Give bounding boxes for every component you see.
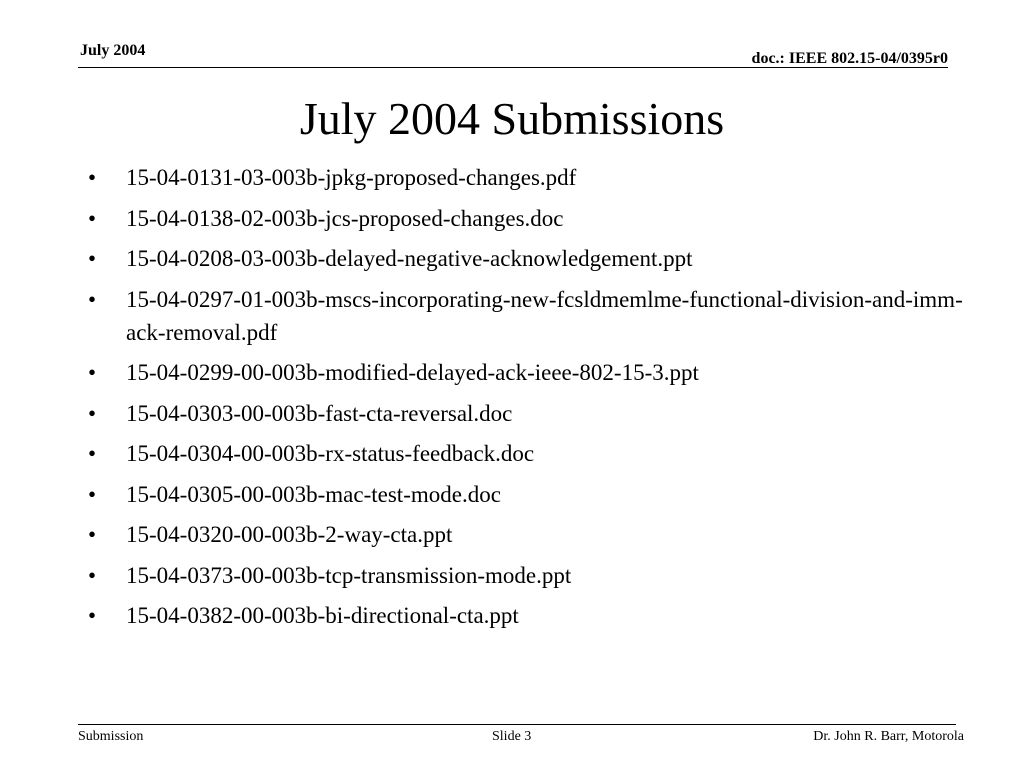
- list-item: [0, 356, 1024, 389]
- bullet-icon: •: [88, 481, 97, 507]
- list-item-text: 15-04-0303-00-003b-fast-cta-reversal.doc: [126, 400, 513, 426]
- list-item: [0, 397, 1024, 430]
- header-doc-id: doc.: IEEE 802.15-04/0395r0: [751, 50, 948, 67]
- list-item-text: 15-04-0305-00-003b-mac-test-mode.doc: [126, 481, 501, 507]
- bullet-icon: •: [88, 360, 97, 385]
- list-item-text: 15-04-0320-00-003b-2-way-cta.ppt: [126, 522, 453, 547]
- bullet-icon: •: [88, 562, 97, 588]
- bullet-icon: •: [88, 441, 97, 466]
- bullet-icon: •: [88, 522, 97, 547]
- footer-submission-label: Submission: [78, 729, 144, 744]
- list-item: [0, 161, 1024, 194]
- footer-slide-number: Slide 3: [492, 729, 532, 744]
- list-item: [0, 283, 1024, 349]
- header-date: July 2004: [80, 42, 146, 59]
- list-item: [0, 202, 1024, 235]
- list-item: [0, 437, 1024, 470]
- list-item-text: 15-04-0373-00-003b-tcp-transmission-mode.ppt: [126, 562, 572, 588]
- list-item: [0, 599, 1024, 632]
- list-item-text: 15-04-0138-02-003b-jcs-proposed-changes.doc: [126, 205, 564, 231]
- footer-divider: [78, 724, 956, 725]
- bullet-icon: •: [88, 286, 97, 312]
- footer-author: Dr. John R. Barr, Motorola: [813, 729, 964, 744]
- bullet-icon: •: [88, 603, 97, 628]
- list-item: [0, 518, 1024, 551]
- bullet-icon: •: [88, 400, 97, 426]
- list-item: [0, 242, 1024, 275]
- list-item-text: 15-04-0131-03-003b-jpkg-proposed-changes.pdf: [126, 165, 577, 190]
- bullet-icon: •: [88, 205, 97, 231]
- list-item-text: 15-04-0208-03-003b-delayed-negative-acknowledgement.ppt: [126, 246, 693, 271]
- list-item: [0, 478, 1024, 511]
- list-item-text: 15-04-0297-01-003b-mscs-incorporating-new-fcsldmemlme-functional-division-and-imm-ack-removal.pdf: [126, 286, 963, 345]
- list-item-text: 15-04-0304-00-003b-rx-status-feedback.doc: [126, 441, 535, 466]
- list-item: [0, 559, 1024, 592]
- list-item-text: 15-04-0299-00-003b-modified-delayed-ack-ieee-802-15-3.ppt: [126, 360, 699, 385]
- header-divider: [78, 67, 948, 68]
- bullet-icon: •: [88, 246, 97, 271]
- slide-title: July 2004 Submissions: [299, 93, 725, 144]
- bullet-icon: •: [88, 165, 97, 190]
- submission-list: [0, 161, 1024, 640]
- list-item-text: 15-04-0382-00-003b-bi-directional-cta.ppt: [126, 603, 519, 628]
